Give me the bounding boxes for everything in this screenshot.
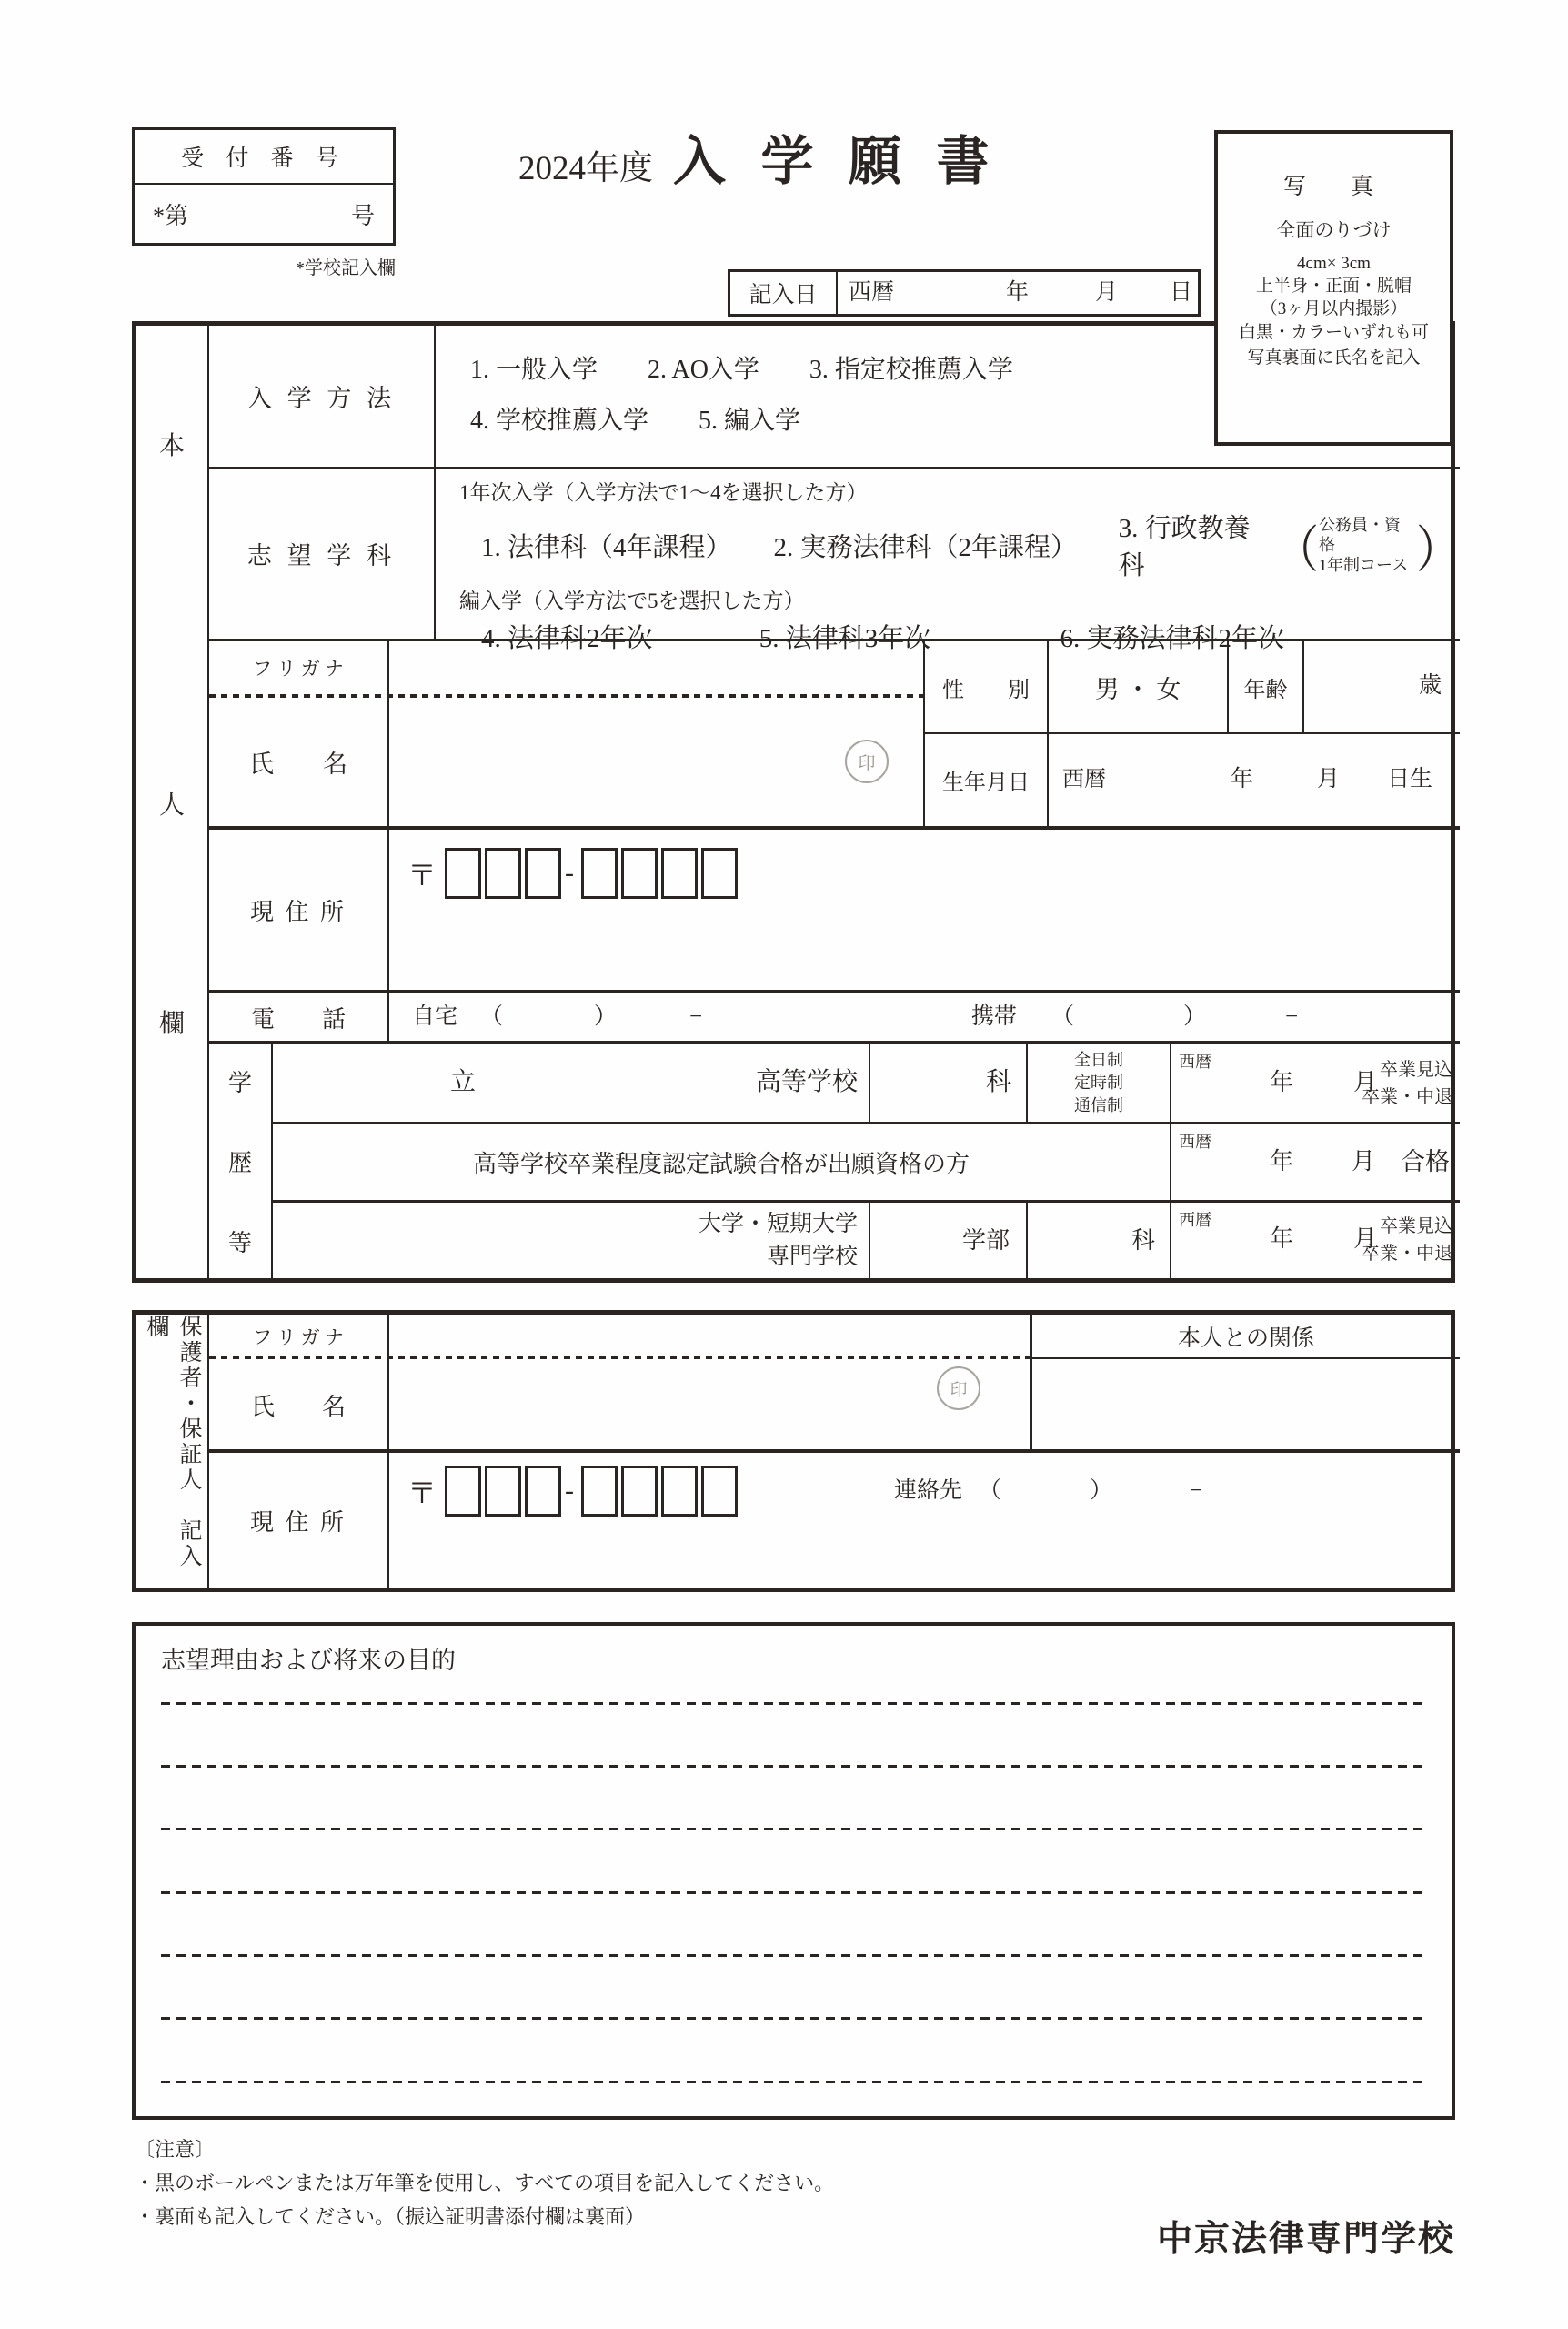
highschool-schedule-options[interactable]: [1028, 1044, 1171, 1124]
phone-mobile-label: 携帯: [971, 1004, 1018, 1029]
entry-date-day: 日: [1170, 280, 1193, 305]
guardian-postal-hyphen: -: [565, 1476, 575, 1506]
postal-box[interactable]: [701, 1466, 738, 1517]
postal-hyphen: -: [565, 858, 575, 888]
option-law-4yr[interactable]: 1. 法律科（4年課程）: [481, 532, 732, 562]
photo-box: [1214, 130, 1453, 446]
postal-box[interactable]: [445, 1466, 481, 1517]
postal-box[interactable]: [701, 848, 738, 899]
reception-number-box: [132, 127, 396, 246]
eq-month: 月: [1352, 1148, 1376, 1175]
reason-line[interactable]: [161, 2081, 1429, 2083]
guardian-name-label: 氏 名: [250, 1394, 346, 1420]
entry-date-row: [728, 269, 1201, 317]
note-item: ・裏面も記入してください。（振込証明書添付欄は裏面）: [135, 2205, 646, 2228]
option-designated-school-recommendation[interactable]: 3. 指定校推薦入学: [809, 356, 1013, 384]
postal-box[interactable]: [485, 848, 521, 899]
guardian-postal-code-boxes[interactable]: [407, 1466, 738, 1517]
guardian-furigana-divider: [209, 1356, 1032, 1359]
contact-paren-close: ）: [1090, 1478, 1113, 1503]
name-field[interactable]: [389, 641, 925, 830]
highschool-name-field[interactable]: [273, 1044, 870, 1124]
side-char-ran: 欄: [158, 1010, 185, 1038]
photo-pose: 上半身・正面・脱帽: [1255, 277, 1412, 296]
guardian-side-label: 保護者・保証人 記入欄: [136, 1315, 209, 1588]
eq-pass: 合格: [1401, 1148, 1450, 1175]
edu-char-reki: 歴: [227, 1150, 252, 1176]
transfer-heading: 編入学（入学方法で5を選択した方）: [459, 590, 805, 612]
school-use-note: *学校記入欄: [296, 258, 396, 278]
reception-number-prefix: *第: [153, 202, 189, 229]
guardian-seal-mark: 印: [937, 1366, 980, 1410]
guardian-name-field[interactable]: [389, 1315, 1032, 1453]
photo-instruction: 全面のりづけ: [1276, 219, 1392, 241]
university-types-line1: 大学・短期大学: [698, 1212, 858, 1236]
phone-home-dash: −: [689, 1004, 703, 1029]
postal-box[interactable]: [485, 1466, 521, 1517]
form-title-main: 入 学 願 書: [673, 132, 1000, 191]
option-general-admission[interactable]: 1. 一般入学: [470, 356, 598, 384]
phone-mobile-paren-open: （: [1051, 1004, 1075, 1029]
postal-box[interactable]: [581, 848, 618, 899]
postal-mark: 〒: [407, 859, 437, 892]
contact-paren-open: （: [979, 1478, 1002, 1503]
form-title: [518, 118, 1000, 195]
age-label: 年齢: [1229, 641, 1304, 734]
reason-line[interactable]: [161, 1954, 1429, 1957]
applicant-table: [132, 321, 1461, 1283]
side-char-hon: 本: [158, 432, 185, 460]
postal-code-boxes[interactable]: [407, 848, 738, 899]
first-year-heading: 1年次入学（入学方法で1～4を選択した方）: [459, 481, 868, 504]
phone-home-paren-close: ）: [594, 1004, 618, 1029]
postal-box[interactable]: [661, 1466, 698, 1517]
furigana-name-divider: [209, 694, 925, 698]
highschool-suffix: 高等学校: [755, 1068, 858, 1096]
postal-box[interactable]: [525, 1466, 561, 1517]
reception-number-title: 受 付 番 号: [135, 130, 393, 185]
hs-status-options[interactable]: 卒業見込 卒業・中退: [1362, 1060, 1452, 1107]
equivalency-exam-text: 高等学校卒業程度認定試験合格が出願資格の方: [273, 1124, 1171, 1203]
university-grad-date-field[interactable]: [1171, 1203, 1460, 1278]
relation-label: 本人との関係: [1032, 1315, 1460, 1359]
admin-note-line1: 公務員・資格: [1319, 516, 1402, 554]
phone-mobile-dash: −: [1285, 1004, 1299, 1029]
address-field[interactable]: [389, 830, 1460, 993]
university-dept-field[interactable]: 科: [1028, 1203, 1171, 1278]
furigana-label: フ リ ガ ナ: [253, 658, 344, 680]
postal-box[interactable]: [621, 1466, 658, 1517]
seal-mark: 印: [845, 740, 889, 783]
phone-label: 電 話: [209, 993, 389, 1044]
phone-home-label: 自宅: [412, 1004, 458, 1029]
school-name: 中京法律専門学校: [1156, 2220, 1455, 2259]
notes-heading: 〔注意〕: [135, 2138, 216, 2161]
photo-recency: （3ヶ月以内撮影）: [1260, 299, 1408, 318]
option-transfer-admission[interactable]: 5. 編入学: [699, 407, 801, 435]
postal-box[interactable]: [445, 848, 481, 899]
university-faculty-field[interactable]: 学部: [870, 1203, 1028, 1278]
univ-year: 年: [1270, 1225, 1294, 1252]
admission-method-label: 入 学 方 法: [209, 326, 436, 469]
address-label: 現 住 所: [209, 830, 389, 993]
entry-date-year: 年: [1006, 280, 1030, 305]
highschool-grad-date-field[interactable]: [1171, 1044, 1460, 1124]
reception-number-suffix: 号: [350, 202, 375, 229]
birth-year: 年: [1231, 767, 1254, 791]
reason-box: [132, 1622, 1455, 2120]
birth-month: 月: [1317, 767, 1341, 791]
name-label-column: [209, 641, 389, 830]
hs-year: 年: [1270, 1069, 1294, 1095]
university-name-field[interactable]: [273, 1203, 870, 1278]
postal-box[interactable]: [525, 848, 561, 899]
entry-date-month: 月: [1095, 280, 1119, 305]
photo-size: 4cm× 3cm: [1297, 254, 1371, 273]
edu-char-tou: 等: [227, 1230, 252, 1256]
option-admin-culture[interactable]: 3. 行政教養科 （ 公務員・資格 1年制コース ）: [1119, 508, 1460, 582]
univ-status-options[interactable]: 卒業見込 卒業・中退: [1362, 1216, 1452, 1264]
guardian-table: [132, 1310, 1455, 1592]
university-types-line2: 専門学校: [766, 1245, 858, 1269]
option-practical-law-2nd-year[interactable]: 6. 実務法律科2年次: [1060, 624, 1285, 653]
relation-field[interactable]: [1032, 1359, 1460, 1453]
option-law-2nd-year[interactable]: 4. 法律科2年次: [481, 624, 653, 653]
reason-line[interactable]: [161, 1828, 1429, 1830]
schedule-fulltime: 全日制: [1074, 1051, 1123, 1069]
highschool-founder-suffix: 立: [450, 1068, 477, 1096]
admin-note-line2: 1年制コース: [1319, 556, 1409, 574]
entry-date-field[interactable]: [838, 272, 1198, 314]
applicant-side-column: [136, 326, 209, 1278]
guardian-address-field[interactable]: [389, 1453, 1460, 1588]
phone-home-paren-open: （: [480, 1004, 504, 1029]
guardian-address-label: 現 住 所: [209, 1453, 389, 1588]
equivalency-date-field[interactable]: [1171, 1124, 1460, 1203]
birthdate-field[interactable]: [1049, 734, 1460, 830]
side-char-nin: 人: [158, 791, 185, 820]
phone-field[interactable]: [389, 993, 1460, 1044]
postal-box[interactable]: [581, 1466, 618, 1517]
birth-era: 西暦: [1062, 768, 1106, 791]
note-paren-close: ）: [1416, 522, 1461, 579]
eq-year: 年: [1270, 1148, 1294, 1175]
reason-line[interactable]: [161, 1702, 1429, 1705]
guardian-name-label-column: [209, 1315, 389, 1453]
phone-mobile-paren-close: ）: [1183, 1004, 1207, 1029]
form-title-year: 2024年度: [518, 150, 653, 187]
option-school-recommendation[interactable]: 4. 学校推薦入学: [470, 407, 649, 435]
notes-block: [135, 2132, 834, 2233]
note-paren-open: （: [1275, 522, 1320, 579]
edu-char-gaku: 学: [227, 1070, 252, 1096]
reason-line[interactable]: [161, 1765, 1429, 1768]
reason-line[interactable]: [161, 1891, 1429, 1894]
education-side-column: [209, 1044, 273, 1278]
option-practical-law-2yr[interactable]: 2. 実務法律科（2年課程）: [773, 532, 1078, 562]
birthdate-label: 生年月日: [925, 734, 1049, 830]
hs-era: 西暦: [1179, 1053, 1211, 1071]
hs-month: 月: [1353, 1069, 1378, 1095]
reception-number-field[interactable]: [135, 185, 393, 243]
entry-date-era: 西暦: [849, 280, 895, 305]
univ-month: 月: [1353, 1225, 1378, 1252]
note-item: ・黒のボールペンまたは万年筆を使用し、すべての項目を記入してください。: [135, 2172, 835, 2194]
postal-box[interactable]: [661, 848, 698, 899]
photo-name-note: 写真裏面に氏名を記入: [1247, 348, 1421, 368]
desired-department-options: [436, 469, 1461, 653]
gender-label: 性 別: [925, 641, 1049, 734]
photo-color: 白黒・カラーいずれも可: [1238, 323, 1429, 342]
schedule-correspondence: 通信制: [1074, 1096, 1123, 1114]
age-field[interactable]: 歳: [1304, 641, 1460, 734]
highschool-dept-field[interactable]: 科: [870, 1044, 1028, 1124]
univ-era: 西暦: [1179, 1211, 1211, 1229]
birth-day: 日生: [1387, 767, 1433, 791]
reason-line[interactable]: [161, 2017, 1429, 2020]
option-law-3rd-year[interactable]: 5. 法律科3年次: [759, 624, 931, 653]
desired-department-label: 志 望 学 科: [209, 469, 436, 641]
postal-box[interactable]: [621, 848, 658, 899]
eq-era: 西暦: [1179, 1133, 1211, 1151]
option-ao-admission[interactable]: 2. AO入学: [648, 356, 759, 384]
guardian-postal-mark: 〒: [407, 1477, 437, 1509]
reason-title: 志望理由および将来の目的: [161, 1647, 456, 1674]
name-label: 氏 名: [249, 751, 347, 778]
entry-date-label: 記入日: [730, 272, 838, 314]
photo-title: 写 真: [1282, 175, 1384, 199]
schedule-parttime: 定時制: [1074, 1074, 1123, 1092]
guardian-furigana-label: フ リ ガ ナ: [253, 1326, 344, 1348]
contact-dash: −: [1190, 1478, 1203, 1503]
contact-label: 連絡先: [894, 1478, 963, 1503]
gender-choice[interactable]: 男 ・ 女: [1049, 641, 1229, 734]
